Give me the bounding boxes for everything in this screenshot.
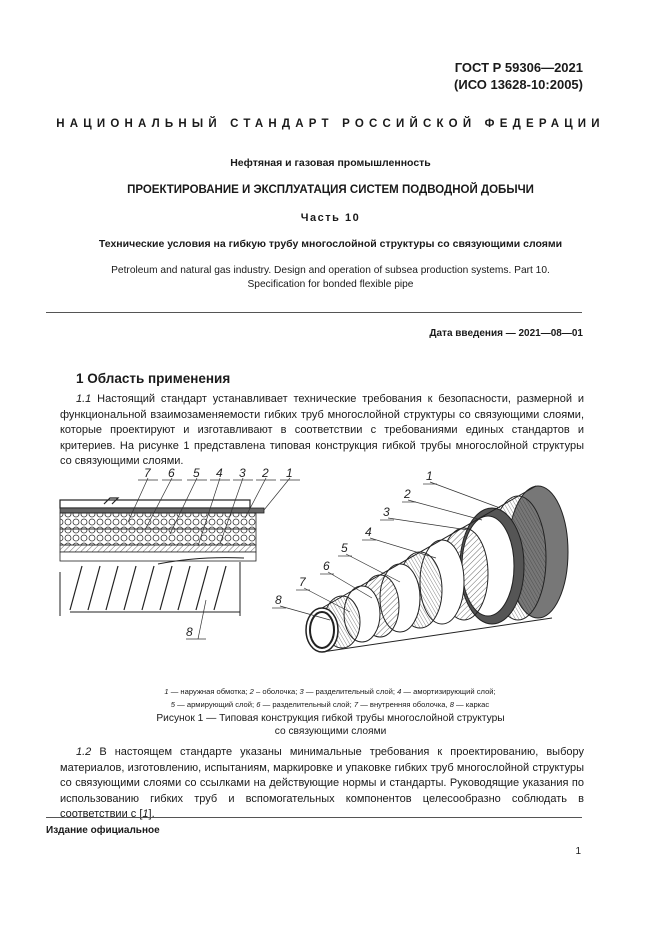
right-label-2: 2 xyxy=(404,487,411,501)
industry-title: Нефтяная и газовая промышленность xyxy=(230,157,431,169)
right-label-4: 4 xyxy=(365,525,372,539)
pipe-cross-section xyxy=(60,466,300,639)
main-title: ПРОЕКТИРОВАНИЕ И ЭКСПЛУАТАЦИЯ СИСТЕМ ПОДВОДНОЙ ДОБЫЧИ xyxy=(127,184,534,196)
figure-caption-line2: со связующими слоями xyxy=(274,726,387,737)
title-divider xyxy=(46,312,582,313)
paragraph-1-2: 1.2 В настоящем стандарте указаны минимальные требования к проектированию, выбору материалов, изготовлению, испытаниям, маркировке и упаковке гибких труб многослойной структуры со связующими слоями со ссылками на действующие нормы и стандарты. Руководящие указания по использованию гибких труб и вспомогательных компонентов целесообразно соблюдать в соответствии с [1]. xyxy=(60,746,584,820)
national-standard-banner: НАЦИОНАЛЬНЫЙ СТАНДАРТ РОССИЙСКОЙ ФЕДЕРАЦИИ xyxy=(56,118,605,130)
right-label-8: 8 xyxy=(275,593,282,607)
paragraph-number: 1.2 xyxy=(76,746,92,758)
figure-legend-line1: 1 — наружная обмотка; 2 – оболочка; 3 — разделительный слой; 4 — амортизирующий слой; xyxy=(164,687,496,696)
standard-number: ГОСТ Р 59306—2021 xyxy=(454,60,583,75)
figure-flexible-pipe xyxy=(40,462,600,682)
left-label-1: 1 xyxy=(286,466,293,480)
right-label-1: 1 xyxy=(426,469,433,483)
left-label-7: 7 xyxy=(144,466,151,480)
paragraph-text: Настоящий стандарт устанавливает технические требования к безопасности, размерной и функциональной взаимозаменяемости гибких труб многослойной структуры со связующими слоями, которые проектируют и изготавливают в соответствии с требованиями единых стандартов и критериев. На рисунке 1 представлена типовая конструкция гибкой трубы многослойной структуры со связующими слоями. xyxy=(60,393,585,467)
footer-divider xyxy=(46,817,582,818)
page-number: 1 xyxy=(575,846,581,857)
edition-note: Издание официальное xyxy=(46,825,160,836)
left-label-6: 6 xyxy=(168,466,175,480)
right-label-6: 6 xyxy=(323,559,330,573)
paragraph-number: 1.1 xyxy=(76,393,92,405)
figure-legend-line2: 5 — армирующий слой; 6 — разделительный слой; 7 — внутренняя оболочка, 8 — каркас xyxy=(170,700,490,709)
figure-caption-line1: Рисунок 1 — Типовая конструкция гибкой трубы многослойной структуры xyxy=(156,713,505,724)
bibliography-reference[interactable]: 1 xyxy=(142,808,149,820)
left-label-2: 2 xyxy=(262,466,269,480)
part-title: Часть 10 xyxy=(300,212,361,224)
pipe-perspective-view xyxy=(272,469,568,665)
paragraph-text: В настоящем стандарте указаны минимальные требования к проектированию, выбору материалов, изготовлению, испытаниям, маркировке и упаковке гибких труб многослойной структуры со связующими слоями со ссылками на действующие нормы и стандарты. Руководящие указания по использованию гибких труб и вспомогательных компонентов целесообразно соблюдать в соответствии с [ xyxy=(60,746,584,820)
document-subtitle: Технические условия на гибкую трубу многослойной структуры со связующими слоями xyxy=(98,238,563,250)
left-label-3: 3 xyxy=(239,466,246,480)
left-label-4: 4 xyxy=(216,466,223,480)
introduction-date: Дата введения — 2021—08—01 xyxy=(429,328,583,339)
english-title-line1: Petroleum and natural gas industry. Design and operation of subsea production systems. Part 10. xyxy=(111,265,550,276)
left-label-8: 8 xyxy=(186,625,193,639)
right-label-3: 3 xyxy=(383,505,390,519)
section-heading: 1 Область применения xyxy=(76,371,231,386)
english-title-line2: Specification for bonded flexible pipe xyxy=(247,279,414,290)
paragraph-1-1 xyxy=(60,392,584,470)
right-label-7: 7 xyxy=(299,575,306,589)
left-label-5: 5 xyxy=(193,466,200,480)
iso-reference: (ИСО 13628-10:2005) xyxy=(454,77,583,92)
right-label-5: 5 xyxy=(341,541,348,555)
